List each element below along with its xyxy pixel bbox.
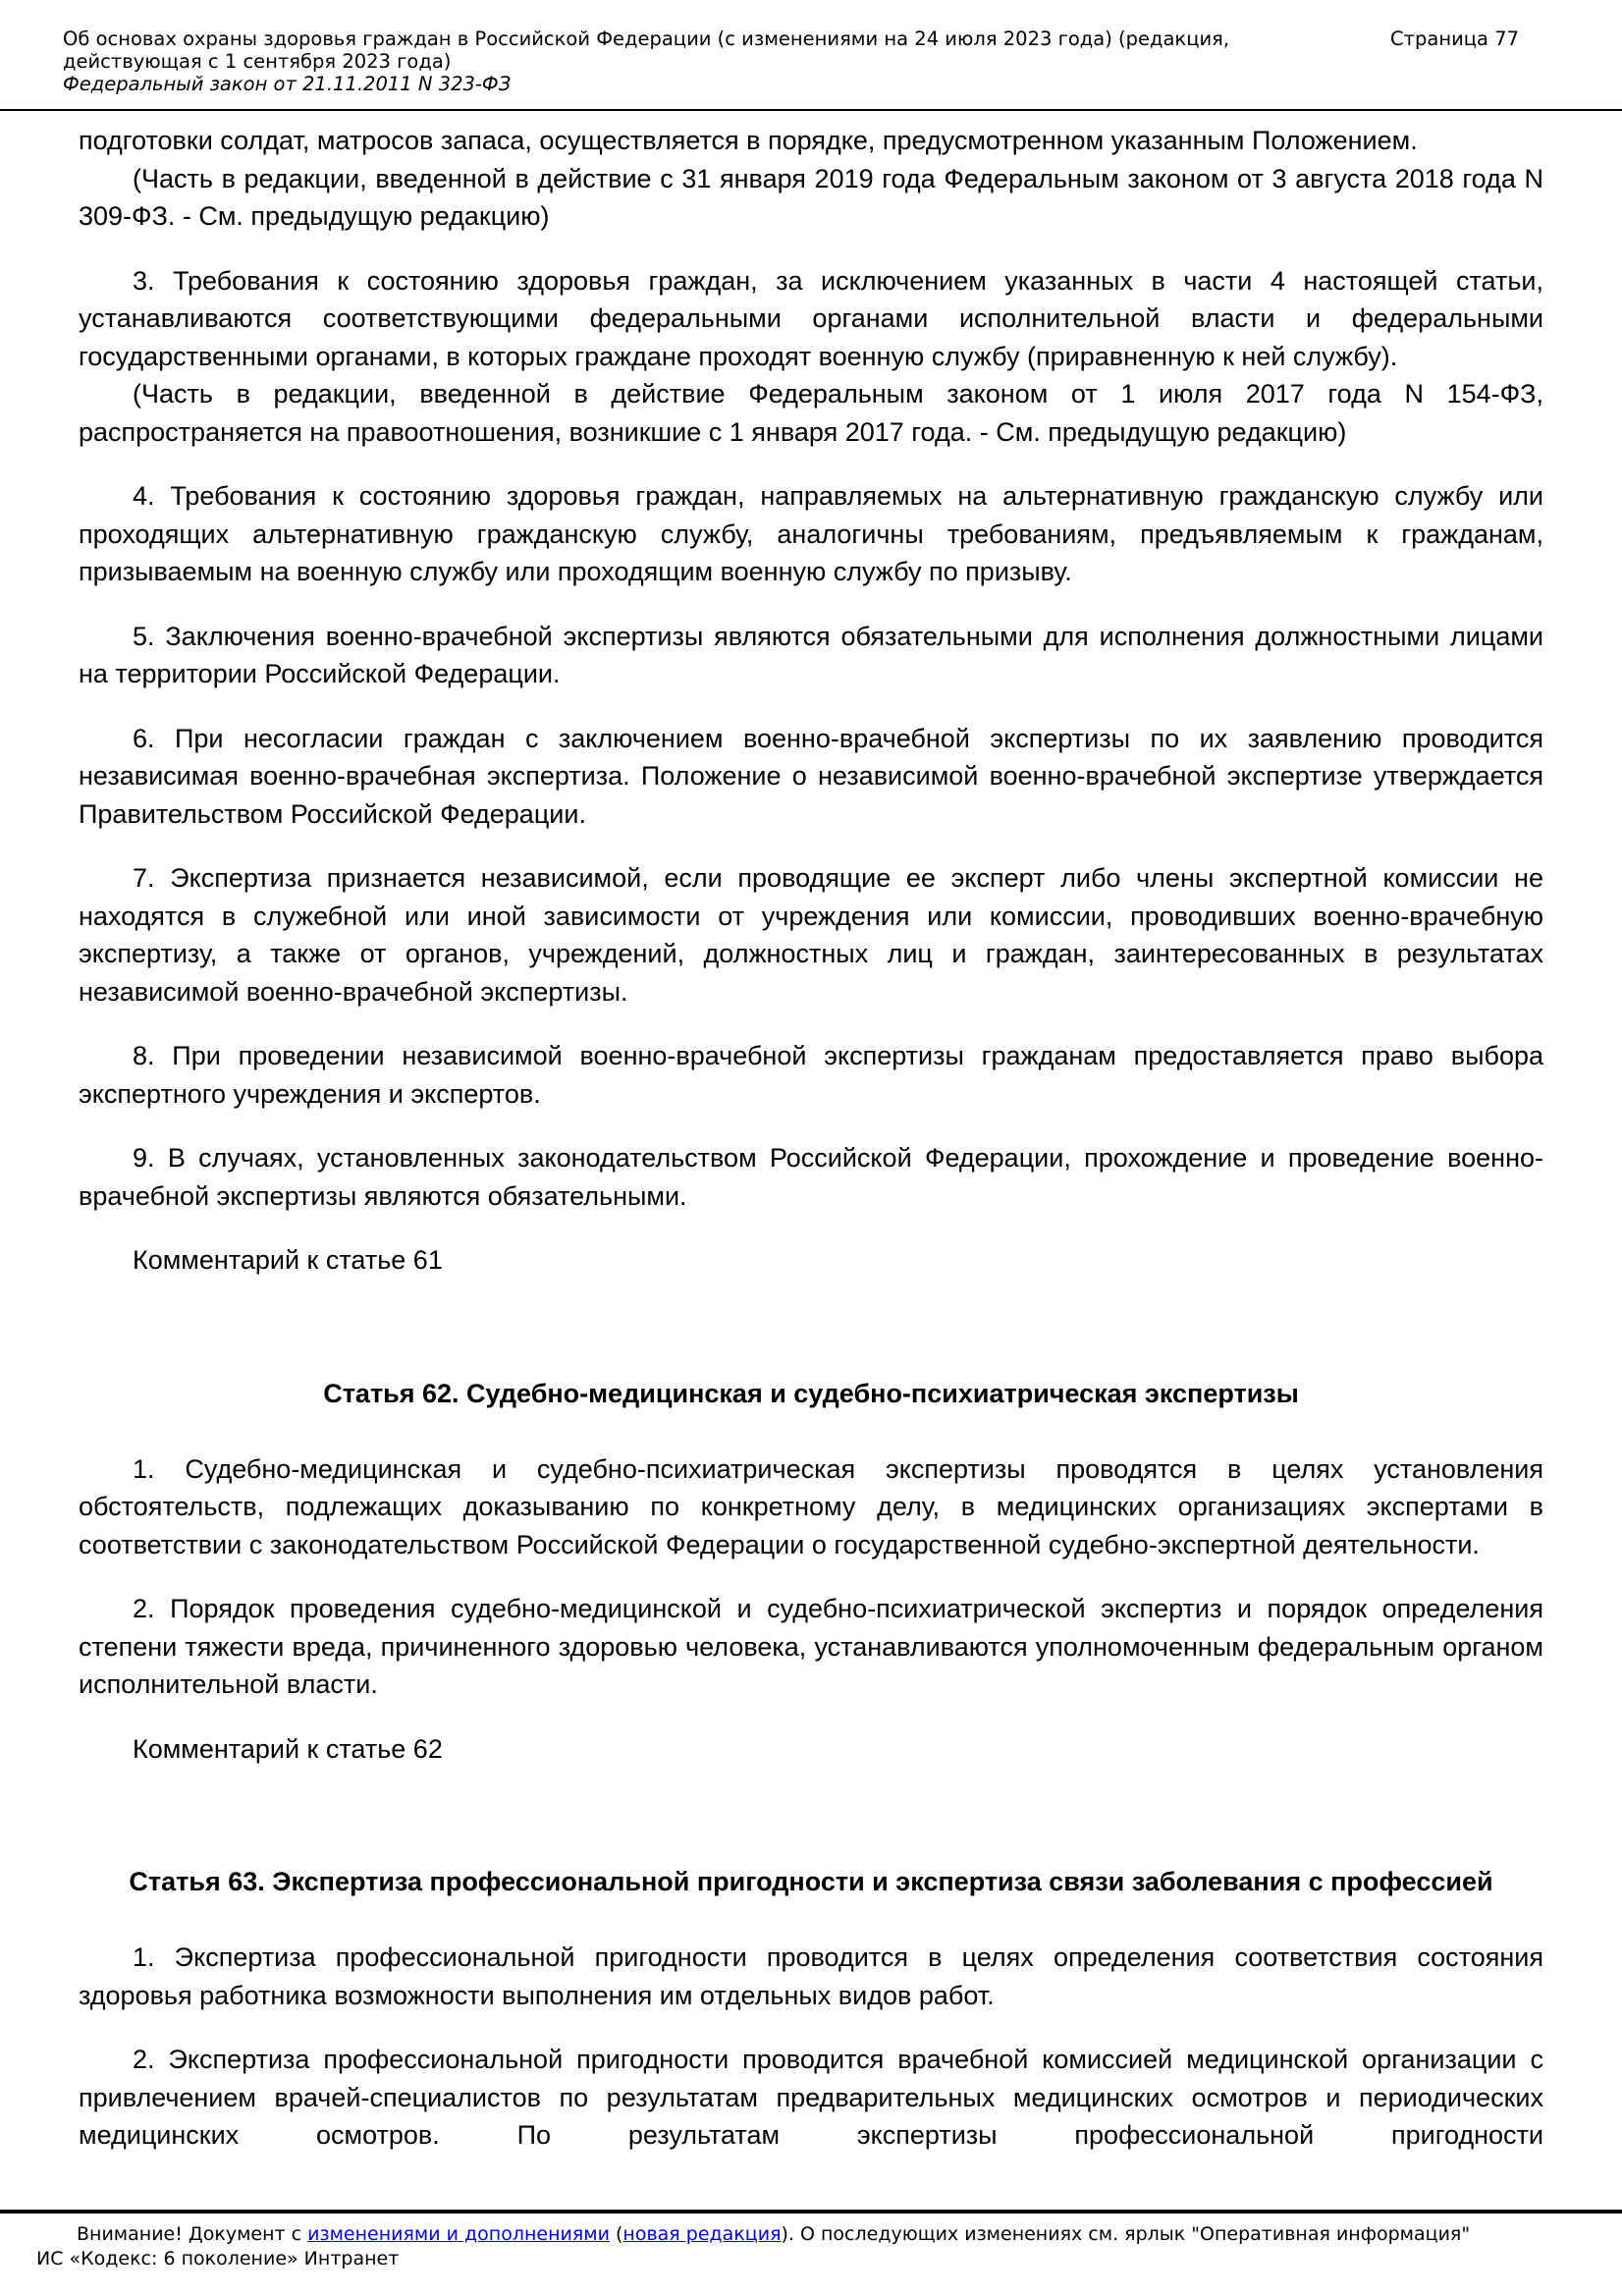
article-63-heading: Статья 63. Экспертиза профессиональной пригодности и экспертиза связи заболевания с профессией bbox=[129, 1867, 1493, 1896]
footer-attention-prefix: Внимание! Документ с bbox=[77, 2223, 308, 2245]
footer-system-label: ИС «Кодекс: 6 поколение» Интранет bbox=[36, 2248, 400, 2269]
document-body bbox=[79, 111, 1543, 2200]
document-title: Об основах охраны здоровья граждан в Российской Федерации (с изменениями на 24 июля 2023 года) (редакция, действующая с 1 сентября 2023 года) bbox=[63, 27, 1230, 73]
header-title-block bbox=[63, 27, 1390, 95]
document-subtitle: Федеральный закон от 21.11.2011 N 323-ФЗ bbox=[63, 73, 512, 95]
article-61-part-9: 9. В случаях, установленных законодательством Российской Федерации, прохождение и проведение военно-врачебной экспертизы являются обязательными. bbox=[79, 1143, 1543, 1211]
footer-attention-mid: ( bbox=[609, 2223, 623, 2245]
comment-article-61: Комментарий к статье 61 bbox=[133, 1245, 443, 1275]
article-61-part-4: 4. Требования к состоянию здоровья граждан, направляемых на альтернативную гражданскую службу или проходящих альтернативную гражданскую службу, аналогичны требованиям, предъявляемым к гражданам, призываемым на военную службу или проходящим военную службу по призыву. bbox=[79, 481, 1543, 586]
footer-attention-line bbox=[36, 2222, 1593, 2247]
article-61-part-6: 6. При несогласии граждан с заключением военно-врачебной экспертизы по их заявлению проводится независимая военно-врачебная экспертиза. Положение о независимой военно-врачебной экспертизе утверждается Правительством Российской Федерации. bbox=[79, 723, 1543, 829]
document-header bbox=[0, 0, 1622, 95]
page-number: Страница 77 bbox=[1390, 27, 1519, 50]
article-62-part-2: 2. Порядок проведения судебно-медицинской и судебно-психиатрической экспертиз и порядок определения степени тяжести вреда, причиненного здоровью человека, устанавливаются уполномоченным федеральным органом исполнительной власти. bbox=[79, 1594, 1543, 1699]
article-62-part-1: 1. Судебно-медицинская и судебно-психиатрическая экспертизы проводятся в целях установления обстоятельств, подлежащих доказыванию по конкретному делу, в медицинских организациях экспертами в соответствии с законодательством Российской Федерации о государственной судебно-экспертной деятельности. bbox=[79, 1453, 1543, 1559]
article-61-part-3: 3. Требования к состоянию здоровья граждан, за исключением указанных в части 4 настоящей статьи, устанавливаются соответствующими федеральными органами исполнительной власти и федеральными государственными органами, в которых граждане проходят военную службу (приравненную к ней службу). bbox=[79, 265, 1543, 371]
article-63-part-2: 2. Экспертиза профессиональной пригодности проводится врачебной комиссией медицинской организации с привлечением врачей-специалистов по результатам предварительных медицинских осмотров и периодических медицинских осмотров. По результатам экспертизы профессиональной пригодности bbox=[79, 2045, 1543, 2150]
revision-note-154-fz: (Часть в редакции, введенной в действие Федеральным законом от 1 июля 2017 года N 154-ФЗ, распространяется на правоотношения, возникшие с 1 января 2017 года. - См. предыдущую редакцию) bbox=[79, 379, 1543, 447]
footer-divider bbox=[0, 2210, 1622, 2214]
article-62-heading: Статья 62. Судебно-медицинская и судебно-психиатрическая экспертизы bbox=[323, 1378, 1299, 1408]
revision-note-309-fz: (Часть в редакции, введенной в действие с 31 января 2019 года Федеральным законом от 3 августа 2018 года N 309-ФЗ. - См. предыдущую редакцию) bbox=[79, 163, 1543, 231]
changes-and-additions-link[interactable]: изменениями и дополнениями bbox=[307, 2223, 610, 2245]
document-footer bbox=[36, 2222, 1593, 2271]
article-61-part-8: 8. При проведении независимой военно-врачебной экспертизы гражданам предоставляется право выбора экспертного учреждения и экспертов. bbox=[79, 1041, 1543, 1109]
comment-article-62: Комментарий к статье 62 bbox=[133, 1733, 443, 1764]
footer-attention-suffix: ). О последующих изменениях см. ярлык "Оперативная информация" bbox=[781, 2223, 1471, 2245]
article-61-part-7: 7. Экспертиза признается независимой, если проводящие ее эксперт либо члены экспертной комиссии не находятся в служебной или иной зависимости от учреждения или комиссии, проводивших военно-врачебную экспертизу, а также от органов, учреждений, должностных лиц и граждан, заинтересованных в результатах независимой военно-врачебной экспертизы. bbox=[79, 863, 1543, 1007]
article-63-part-1: 1. Экспертиза профессиональной пригодности проводится в целях определения соответствия состояния здоровья работника возможности выполнения им отдельных видов работ. bbox=[79, 1942, 1543, 2010]
new-edition-link[interactable]: новая редакция bbox=[622, 2223, 782, 2245]
paragraph-part2-continuation: подготовки солдат, матросов запаса, осуществляется в порядке, предусмотренном указанным Положением. bbox=[79, 126, 1418, 155]
article-61-part-5: 5. Заключения военно-врачебной экспертизы являются обязательными для исполнения должностными лицами на территории Российской Федерации. bbox=[79, 621, 1543, 688]
